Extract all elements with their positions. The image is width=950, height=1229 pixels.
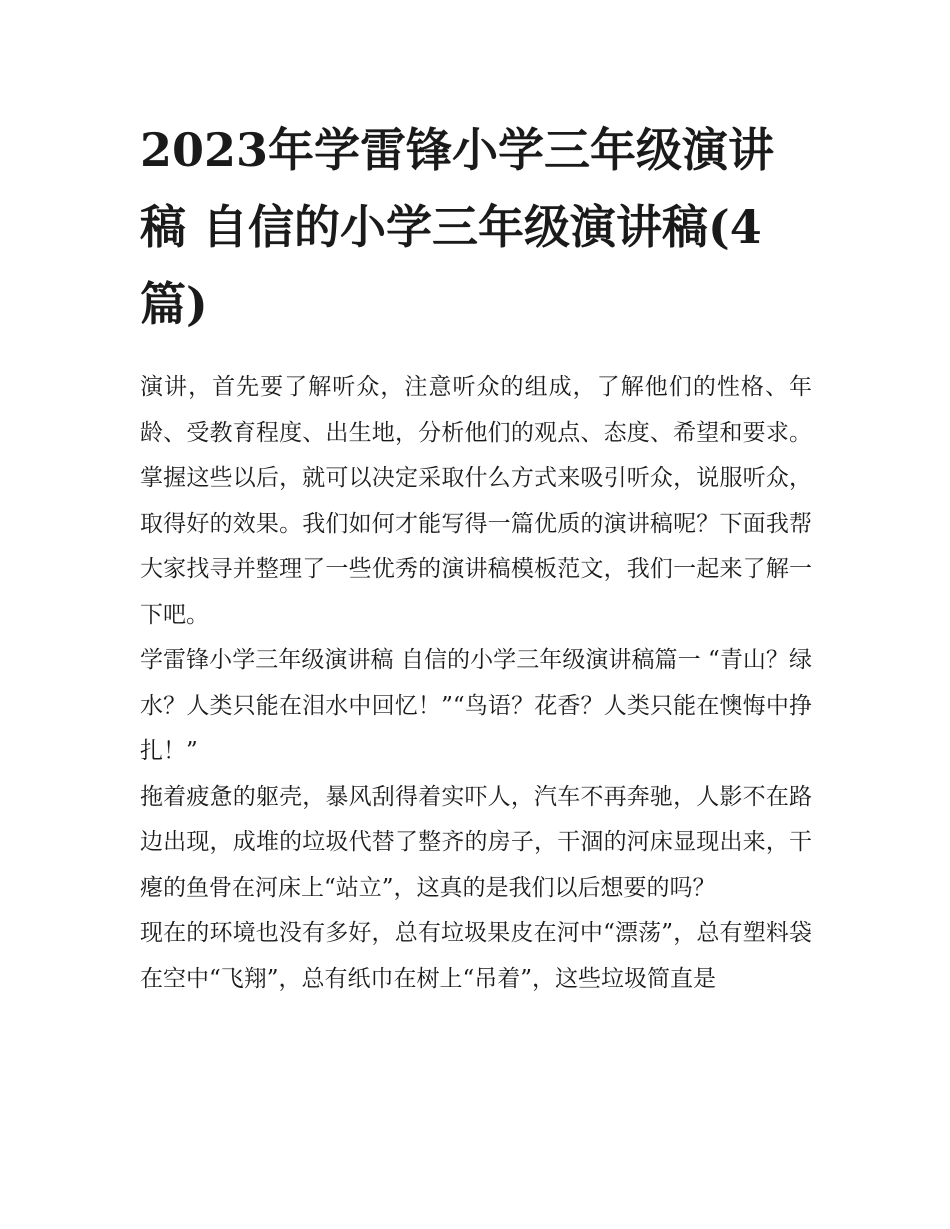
document-title: 2023年学雷锋小学三年级演讲稿 自信的小学三年级演讲稿(4篇) [140,123,775,331]
paragraph-speech-opening: 学雷锋小学三年级演讲稿 自信的小学三年级演讲稿篇一 “青山？绿水？人类只能在泪水中回忆！”“鸟语？花香？人类只能在懊悔中挣扎！” [140,647,812,764]
paragraph-environment-future: 拖着疲惫的躯壳，暴风刮得着实吓人，汽车不再奔驰，人影不在路边出现，成堆的垃圾代替了整齐的房子，干涸的河床显现出来，干瘪的鱼骨在河床上“站立”，这真的是我们以后想要的吗？ [140,783,812,901]
paragraph-environment-present: 现在的环境也没有多好，总有垃圾果皮在河中“漂荡”，总有塑料袋在空中“飞翔”，总有纸巾在树上“吊着”，这些垃圾简直是 [140,920,812,992]
paragraph-intro: 演讲，首先要了解听众，注意听众的组成，了解他们的性格、年龄、受教育程度、出生地，分析他们的观点、态度、希望和要求。掌握这些以后，就可以决定采取什么方式来吸引听众，说服听众，取得好的效果。我们如何才能写得一篇优质的演讲稿呢？下面我帮大家找寻并整理了一些优秀的演讲稿模板范文，我们一起来了解一下吧。 [140,374,812,628]
document-body [140,112,812,1002]
